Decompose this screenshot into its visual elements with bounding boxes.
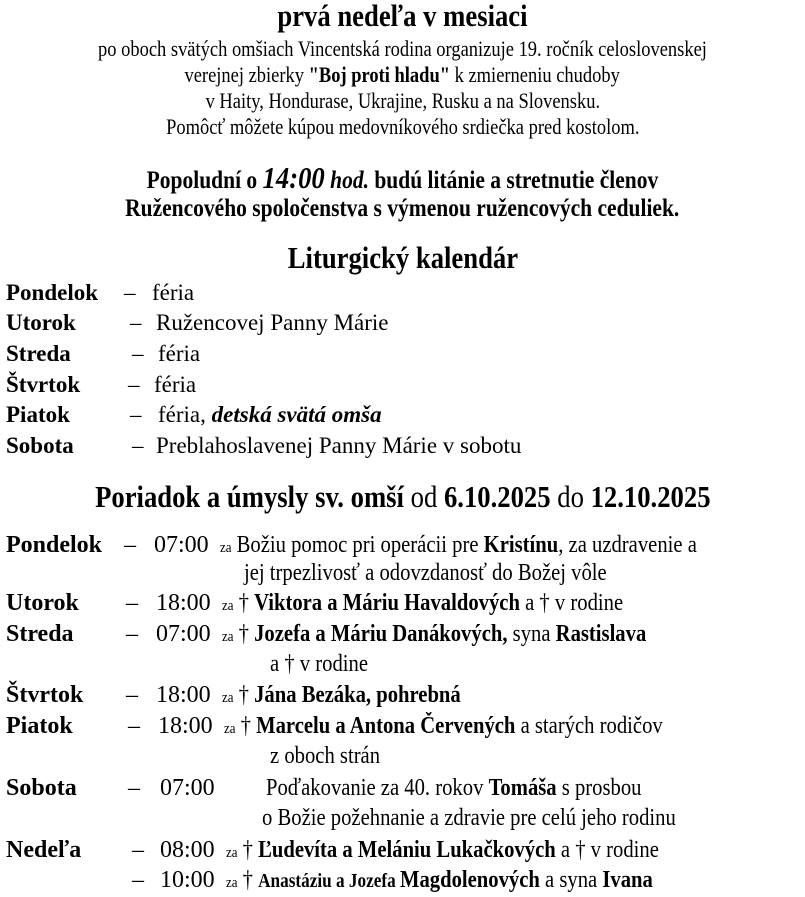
intro-line-1: po oboch svätých omšiach Vincentská rodina organizuje 19. ročník celoslovenskej <box>98 36 707 61</box>
calendar-heading: Liturgický kalendár <box>287 240 518 275</box>
dagger-icon: † <box>242 867 253 893</box>
dagger-icon: † <box>242 837 253 863</box>
date-to: 12.10.2025 <box>590 479 711 514</box>
date-from: 6.10.2025 <box>443 479 551 514</box>
dagger-icon: † <box>240 713 251 739</box>
campaign-name: "Boj proti hladu" <box>308 62 451 87</box>
dagger-icon: † <box>238 621 249 647</box>
intro-line-2: verejnej zbierky "Boj proti hladu" k zmierneniu chudoby <box>184 62 621 87</box>
childrens-mass-note: detská svätá omša <box>211 402 382 427</box>
intro-line-3: v Haity, Hondurase, Ukrajine, Rusku a na Slovensku. <box>205 88 600 113</box>
notice-line-2: Ružencového spoločenstva s výmenou ružencových ceduliek. <box>125 195 680 222</box>
mass-schedule-heading: Poriadok a úmysly sv. omší od 6.10.2025 do 12.10.2025 <box>94 479 711 514</box>
notice-line-1: Popoludní o 14:00 hod. budú litánie a stretnutie členov <box>146 160 659 195</box>
dagger-icon: † <box>238 590 249 616</box>
notice-time: 14:00 <box>262 160 325 195</box>
intro-line-4: Pomôcť môžete kúpou medovníkového srdiečka pred kostolom. <box>165 114 640 139</box>
dagger-icon: † <box>238 682 249 708</box>
page-title: prvá nedeľa v mesiaci <box>277 0 528 33</box>
